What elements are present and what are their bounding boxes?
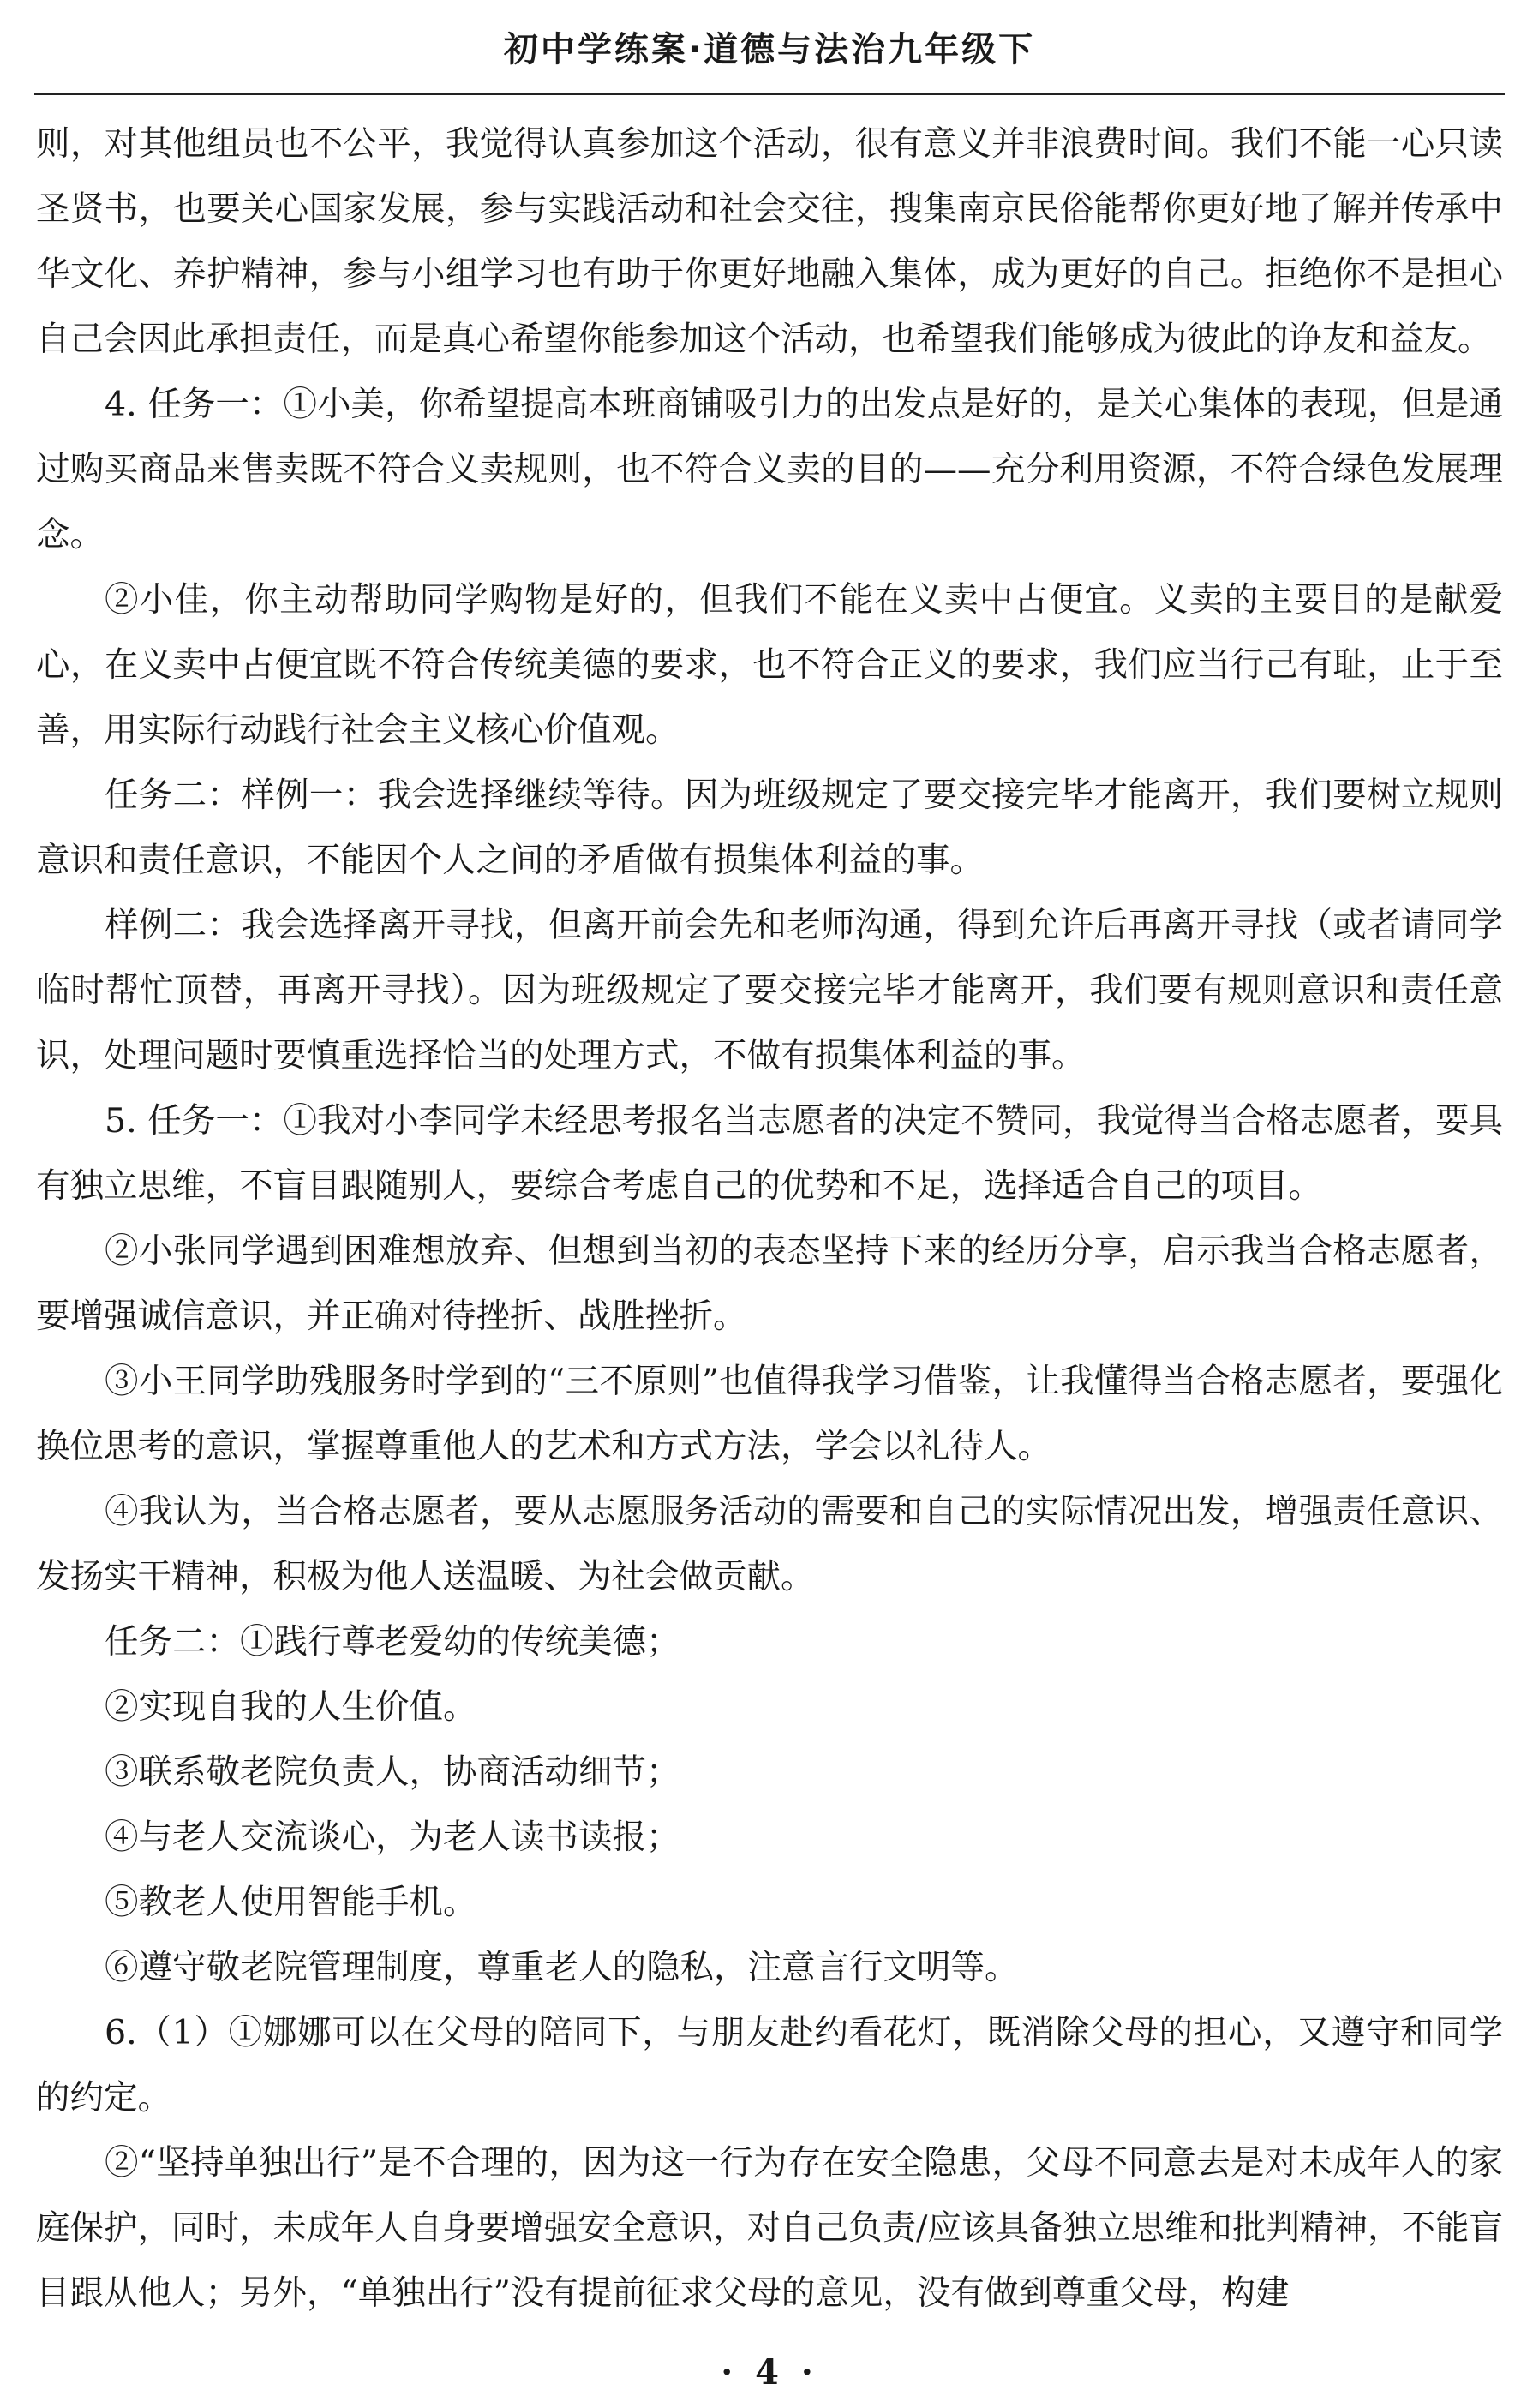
paragraph-3: ②小佳，你主动帮助同学购物是好的，但我们不能在义卖中占便宜。义卖的主要目的是献爱心，在义卖中占便宜既不符合传统美德的要求，也不符合正义的要求，我们应当行己有耻，止于至善，用实际行动践行社会主义核心价值观。: [36, 580, 1503, 750]
paragraph-6: 5. 任务一：①我对小李同学未经思考报名当志愿者的决定不赞同，我觉得当合格志愿者，要具有独立思维，不盲目跟随别人，要综合考虑自己的优势和不足，选择适合自己的项目。: [36, 1101, 1503, 1206]
paragraph-7: ②小张同学遇到困难想放弃、但想到当初的表态坚持下来的经历分享，启示我当合格志愿者，要增强诚信意识，并正确对待挫折、战胜挫折。: [36, 1231, 1503, 1336]
paragraph-5: 样例二：我会选择离开寻找，但离开前会先和老师沟通，得到允许后再离开寻找（或者请同学临时帮忙顶替，再离开寻找）。因为班级规定了要交接完毕才能离开，我们要有规则意识和责任意识，处理问题时要慎重选择恰当的处理方式，不做有损集体利益的事。: [36, 906, 1503, 1075]
paragraph-2: 4. 任务一：①小美，你希望提高本班商铺吸引力的出发点是好的，是关心集体的表现，但是通过购买商品来售卖既不符合义卖规则，也不符合义卖的目的——充分利用资源，不符合绿色发展理念。: [36, 385, 1503, 554]
paragraph-12: ③联系敬老院负责人，协商活动细节；: [105, 1752, 680, 1792]
book-title: 初中学练案·道德与法治九年级下: [503, 29, 1036, 69]
page-header: [34, 0, 1505, 95]
paragraph-11: ②实现自我的人生价值。: [105, 1687, 477, 1727]
paragraph-13: ④与老人交流谈心，为老人读书读报；: [105, 1818, 680, 1857]
answer-text-body: [36, 111, 1503, 2326]
paragraph-17: ②“坚持单独出行”是不合理的，因为这一行为存在安全隐患，父母不同意去是对未成年人的家庭保护，同时，未成年人自身要增强安全意识，对自己负责/应该具备独立思维和批判精神，不能盲目跟从他人；另外，“单独出行”没有提前征求父母的意见，没有做到尊重父母，构建: [36, 2143, 1503, 2313]
paragraph-9: ④我认为，当合格志愿者，要从志愿服务活动的需要和自己的实际情况出发，增强责任意识、发扬实干精神，积极为他人送温暖、为社会做贡献。: [36, 1492, 1503, 1596]
paragraph-1: 则，对其他组员也不公平，我觉得认真参加这个活动，很有意义并非浪费时间。我们不能一心只读圣贤书，也要关心国家发展，参与实践活动和社会交往，搜集南京民俗能帮你更好地了解并传承中华文化、养护精神，参与小组学习也有助于你更好地融入集体，成为更好的自己。拒绝你不是担心自己会因此承担责任，而是真心希望你能参加这个活动，也希望我们能够成为彼此的诤友和益友。: [36, 124, 1503, 359]
paragraph-14: ⑤教老人使用智能手机。: [105, 1883, 477, 1922]
paragraph-8: ③小王同学助残服务时学到的“三不原则”也值得我学习借鉴，让我懂得当合格志愿者，要强化换位思考的意识，掌握尊重他人的艺术和方式方法，学会以礼待人。: [36, 1362, 1503, 1466]
paragraph-10: 任务二：①践行尊老爱幼的传统美德；: [105, 1622, 680, 1662]
paragraph-15: ⑥遵守敬老院管理制度，尊重老人的隐私，注意言行文明等。: [105, 1948, 1019, 1987]
page-number: · 4 ·: [721, 2352, 818, 2393]
paragraph-4: 任务二：样例一：我会选择继续等待。因为班级规定了要交接完毕才能离开，我们要树立规则意识和责任意识，不能因个人之间的矛盾做有损集体利益的事。: [36, 776, 1503, 880]
paragraph-16: 6.（1）①娜娜可以在父母的陪同下，与朋友赴约看花灯，既消除父母的担心，又遵守和同学的约定。: [36, 2013, 1503, 2117]
